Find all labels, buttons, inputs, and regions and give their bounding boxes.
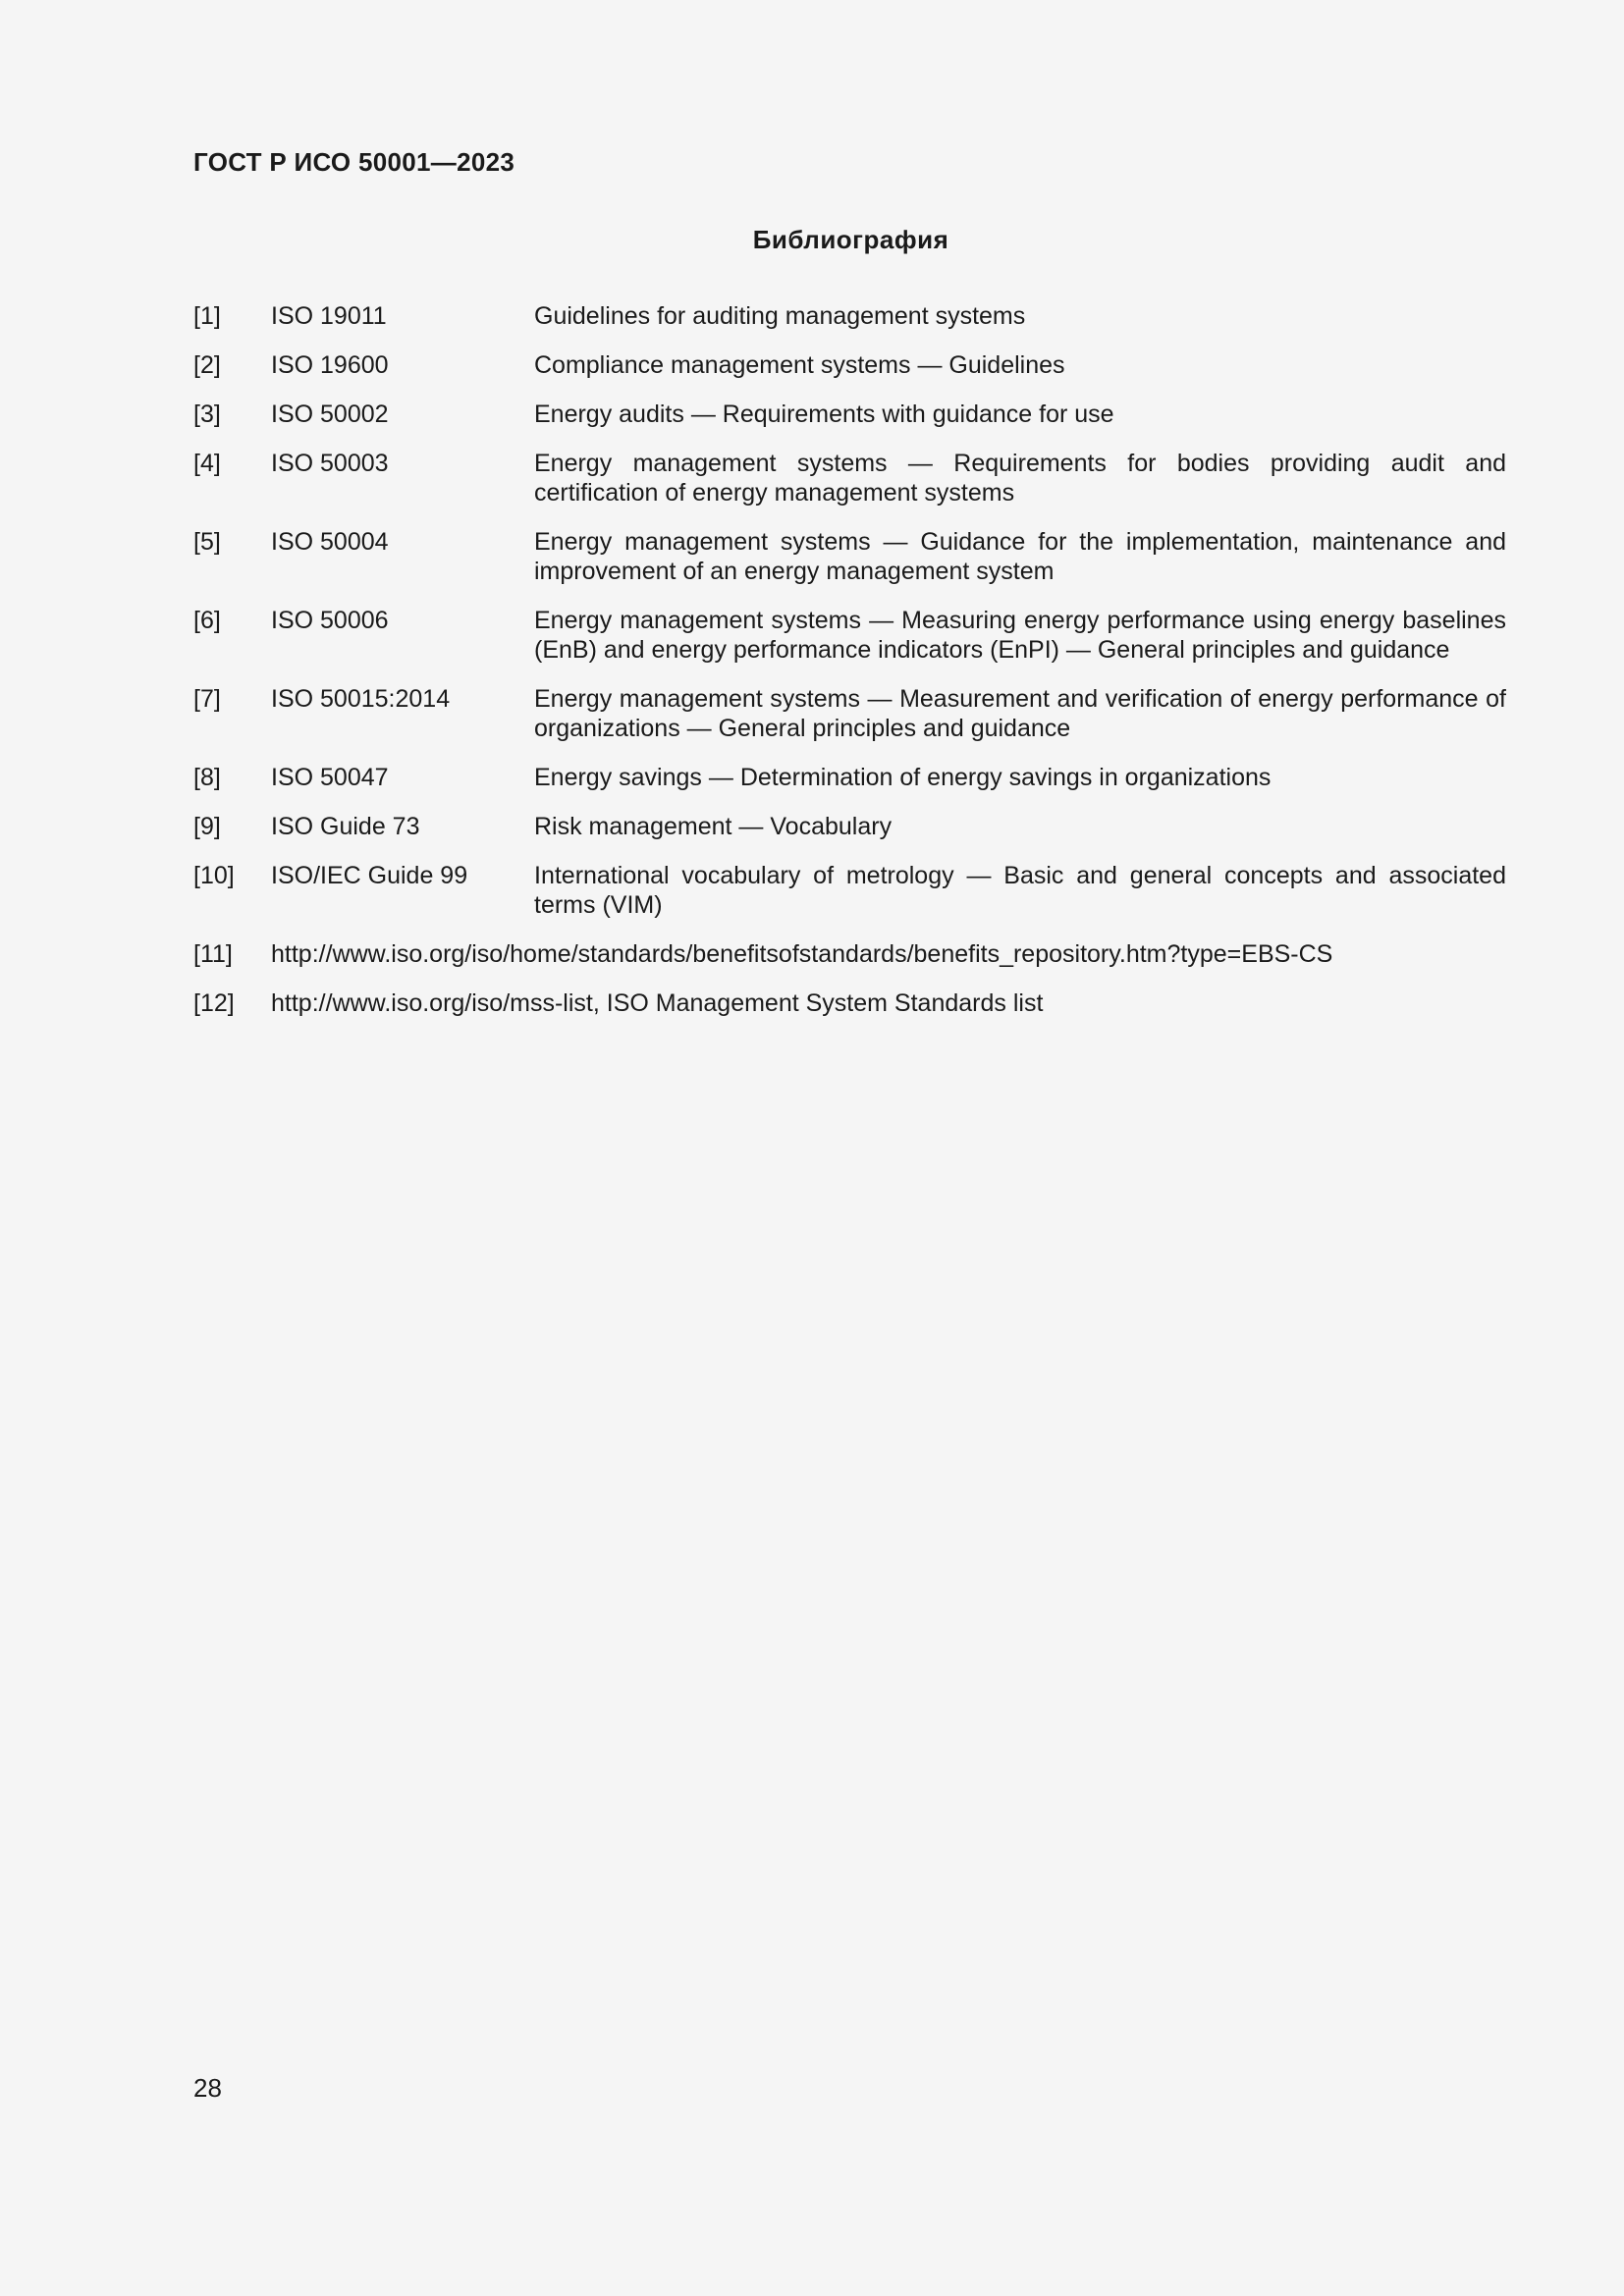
standard-code: ISO 50015:2014 — [271, 685, 451, 713]
bibliography-entry — [193, 988, 1508, 1018]
standard-title: Guidelines for auditing management systems — [534, 302, 1026, 330]
standard-title: Energy savings — Determination of energy savings in organizations — [534, 764, 1272, 791]
entry-number: [7] — [193, 685, 221, 713]
standard-code: ISO 50003 — [271, 450, 389, 477]
bibliography-entry — [193, 684, 1508, 743]
entry-number: [9] — [193, 813, 221, 840]
bibliography-entry — [193, 812, 1508, 841]
standard-title: Compliance management systems — Guidelines — [534, 351, 1065, 379]
entry-number: [11] — [193, 940, 233, 968]
bibliography-entry — [193, 400, 1508, 429]
reference-url: http://www.iso.org/iso/mss-list, ISO Management System Standards list — [271, 989, 1044, 1017]
bibliography-entry — [193, 301, 1508, 331]
entry-number: [2] — [193, 351, 221, 379]
standard-code: ISO/IEC Guide 99 — [271, 862, 468, 889]
bibliography-entry — [193, 527, 1508, 586]
bibliography-entry — [193, 861, 1508, 920]
standard-code: ISO Guide 73 — [271, 813, 420, 840]
standard-code: ISO 50006 — [271, 607, 389, 634]
standard-title: Energy audits — Requirements with guidance for use — [534, 400, 1114, 428]
standard-title: Risk management — Vocabulary — [534, 813, 893, 840]
entry-number: [5] — [193, 528, 221, 556]
entry-number: [10] — [193, 862, 235, 889]
entry-number: [6] — [193, 607, 221, 634]
standard-code: ISO 19600 — [271, 351, 389, 379]
entry-number: [8] — [193, 764, 221, 791]
entry-number: [3] — [193, 400, 221, 428]
bibliography-list — [193, 301, 1508, 1038]
bibliography-entry — [193, 763, 1508, 792]
standard-title: International vocabulary of metrology — Basic and general concepts and associated terms (VIM) — [534, 862, 1506, 919]
entry-number: [12] — [193, 989, 235, 1017]
standard-title: Energy management systems — Guidance for the implementation, maintenance and improvement of an energy management system — [534, 528, 1506, 585]
bibliography-entry — [193, 449, 1508, 507]
standard-code: ISO 50047 — [271, 764, 389, 791]
entry-number: [1] — [193, 302, 221, 330]
reference-url: http://www.iso.org/iso/home/standards/benefitsofstandards/benefits_repository.htm?type=EBS-CS — [271, 940, 1333, 968]
standard-code: ISO 50004 — [271, 528, 389, 556]
page-number: 28 — [193, 2073, 222, 2103]
document-header: ГОСТ Р ИСО 50001—2023 — [193, 147, 515, 177]
standard-title: Energy management systems — Measurement and verification of energy performance of organizations — General principles and guidance — [534, 685, 1506, 742]
standard-code: ISO 19011 — [271, 302, 387, 330]
section-title: Библиография — [752, 225, 949, 254]
entry-number: [4] — [193, 450, 221, 477]
standard-code: ISO 50002 — [271, 400, 389, 428]
bibliography-entry — [193, 350, 1508, 380]
standard-title: Energy management systems — Measuring energy performance using energy baselines (EnB) and energy performance indicators (EnPI) — General principles and guidance — [534, 607, 1506, 664]
bibliography-entry — [193, 939, 1508, 969]
bibliography-entry — [193, 606, 1508, 665]
standard-title: Energy management systems — Requirements for bodies providing audit and certification of energy management systems — [534, 450, 1506, 507]
